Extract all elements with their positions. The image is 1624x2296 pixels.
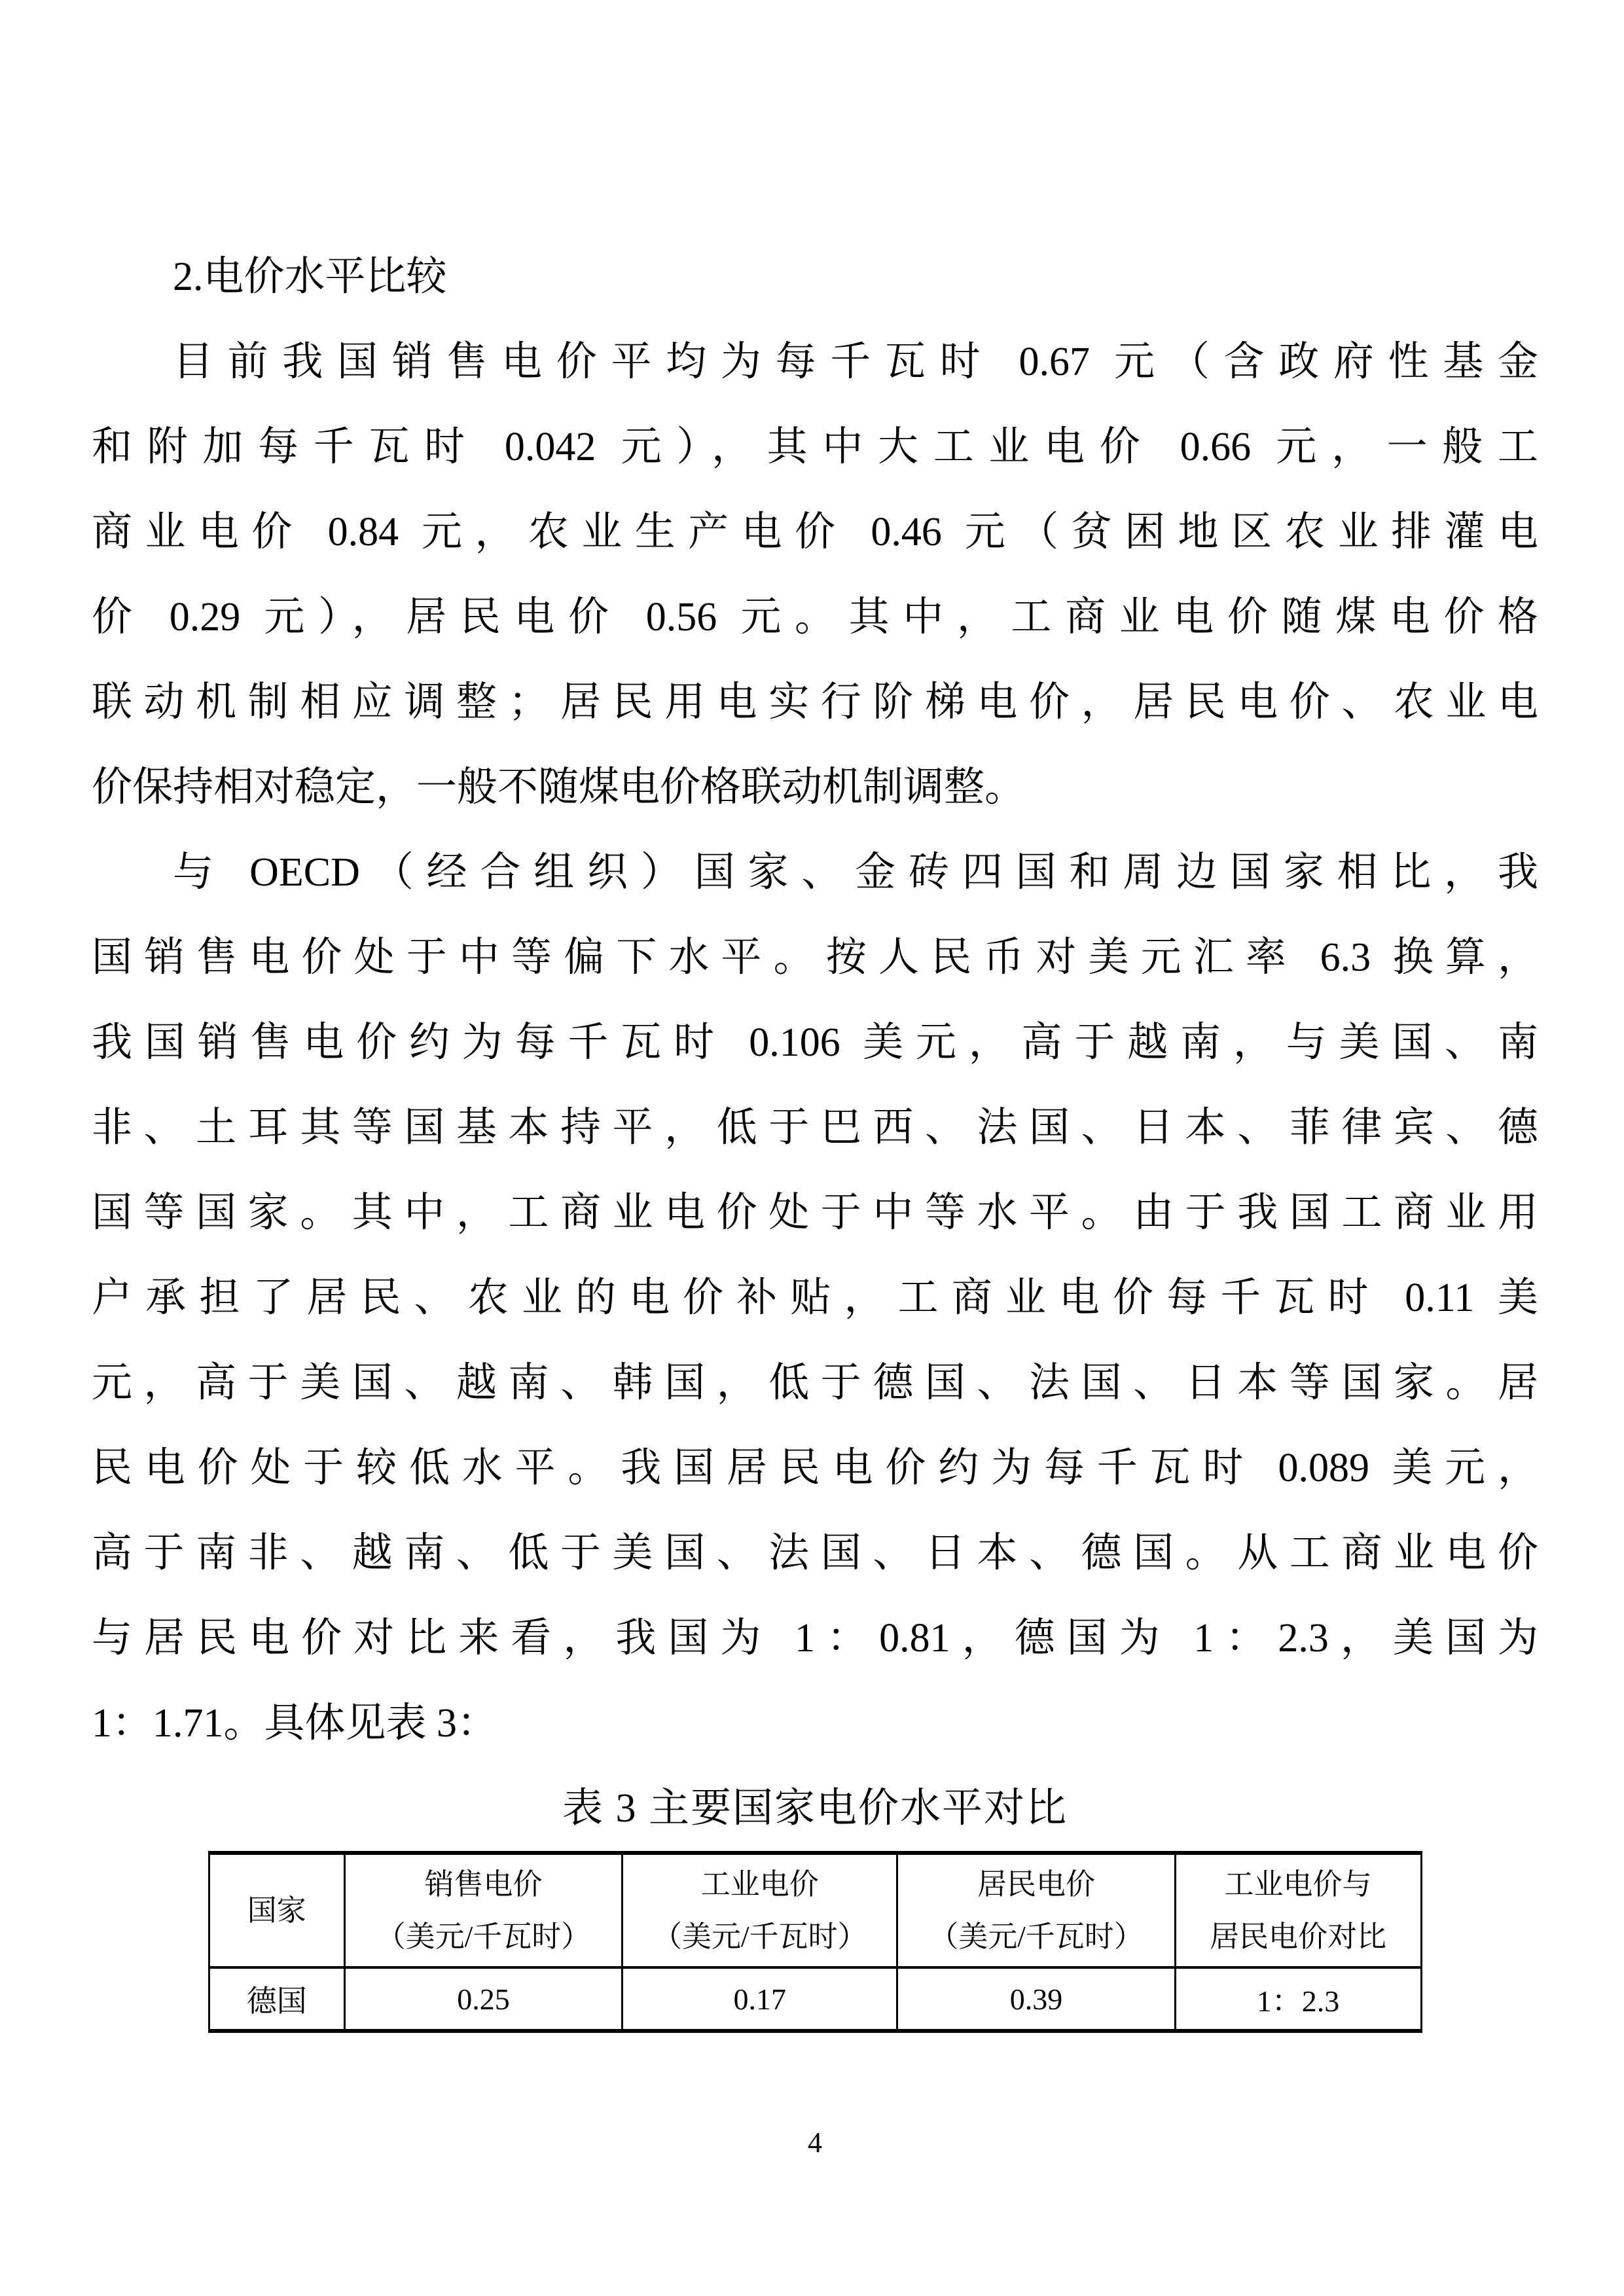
table-body — [209, 1967, 1421, 2031]
column-header-line: （美元/千瓦时） — [929, 1920, 1144, 1953]
column-header-line: 居民电价 — [977, 1868, 1095, 1901]
text-line: 国销售电价处于中等偏下水平。按人民币对美元汇率 6.3 换算， — [92, 935, 1538, 980]
value-cell: 0.39 — [897, 1967, 1175, 2031]
page-number: 4 — [808, 2126, 822, 2159]
column-header-line: （美元/千瓦时） — [652, 1920, 867, 1953]
text-line: 价保持相对稳定，一般不随煤电价格联动机制调整。 — [92, 765, 1026, 810]
column-header — [1175, 1853, 1421, 1967]
table-title: 表 3 主要国家电价水平对比 — [562, 1786, 1068, 1831]
paragraph — [92, 319, 1538, 830]
column-header-line: 工业电价 — [700, 1868, 819, 1901]
body-paragraphs — [92, 319, 1538, 1766]
price-comparison-table — [208, 1851, 1422, 2033]
text-line: 1：1.71。具体见表 3： — [92, 1701, 498, 1746]
table-header — [209, 1853, 1421, 1967]
column-header — [623, 1853, 897, 1967]
text-line: 与 OECD（经合组织）国家、金砖四国和周边国家相比，我 — [173, 850, 1538, 895]
text-line: 民电价处于较低水平。我国居民电价约为每千瓦时 0.089 美元， — [92, 1446, 1538, 1490]
text-line: 元，高于美国、越南、韩国，低于德国、法国、日本等国家。居 — [92, 1361, 1538, 1405]
text-line: 和附加每千瓦时 0.042 元），其中大工业电价 0.66 元，一般工 — [92, 425, 1538, 469]
value-cell: 0.17 — [623, 1967, 897, 2031]
value-cell: 1：2.3 — [1175, 1967, 1421, 2031]
text-line: 非、土耳其等国基本持平，低于巴西、法国、日本、菲律宾、德 — [92, 1105, 1538, 1150]
section-heading: 2.电价水平比较 — [173, 255, 447, 299]
paragraph — [92, 830, 1538, 1766]
text-line: 我国销售电价约为每千瓦时 0.106 美元，高于越南，与美国、南 — [92, 1020, 1538, 1065]
column-header — [897, 1853, 1175, 1967]
text-line: 商业电价 0.84 元，农业生产电价 0.46 元（贫困地区农业排灌电 — [92, 510, 1538, 554]
table-row — [209, 1967, 1421, 2031]
text-line: 价 0.29 元），居民电价 0.56 元。其中，工商业电价随煤电价格 — [92, 595, 1538, 639]
column-header — [209, 1853, 344, 1967]
value-cell: 0.25 — [344, 1967, 622, 2031]
text-line: 目前我国销售电价平均为每千瓦时 0.67 元（含政府性基金 — [173, 340, 1538, 384]
column-header-line: 居民电价对比 — [1209, 1920, 1386, 1953]
table-header-row — [209, 1853, 1421, 1967]
column-header-line: 工业电价与 — [1224, 1868, 1372, 1901]
column-header-line: 国家 — [247, 1894, 306, 1927]
column-header — [344, 1853, 622, 1967]
text-line: 联动机制相应调整；居民用电实行阶梯电价，居民电价、农业电 — [92, 680, 1538, 725]
column-header-line: 销售电价 — [424, 1868, 543, 1901]
text-line: 与居民电价对比来看，我国为 1：0.81，德国为 1：2.3，美国为 — [92, 1616, 1538, 1660]
column-header-line: （美元/千瓦时） — [376, 1920, 591, 1953]
text-line: 国等国家。其中，工商业电价处于中等水平。由于我国工商业用 — [92, 1191, 1538, 1235]
text-line: 高于南非、越南、低于美国、法国、日本、德国。从工商业电价 — [92, 1531, 1538, 1575]
text-line: 户承担了居民、农业的电价补贴，工商业电价每千瓦时 0.11 美 — [92, 1276, 1538, 1320]
country-cell: 德国 — [209, 1967, 344, 2031]
